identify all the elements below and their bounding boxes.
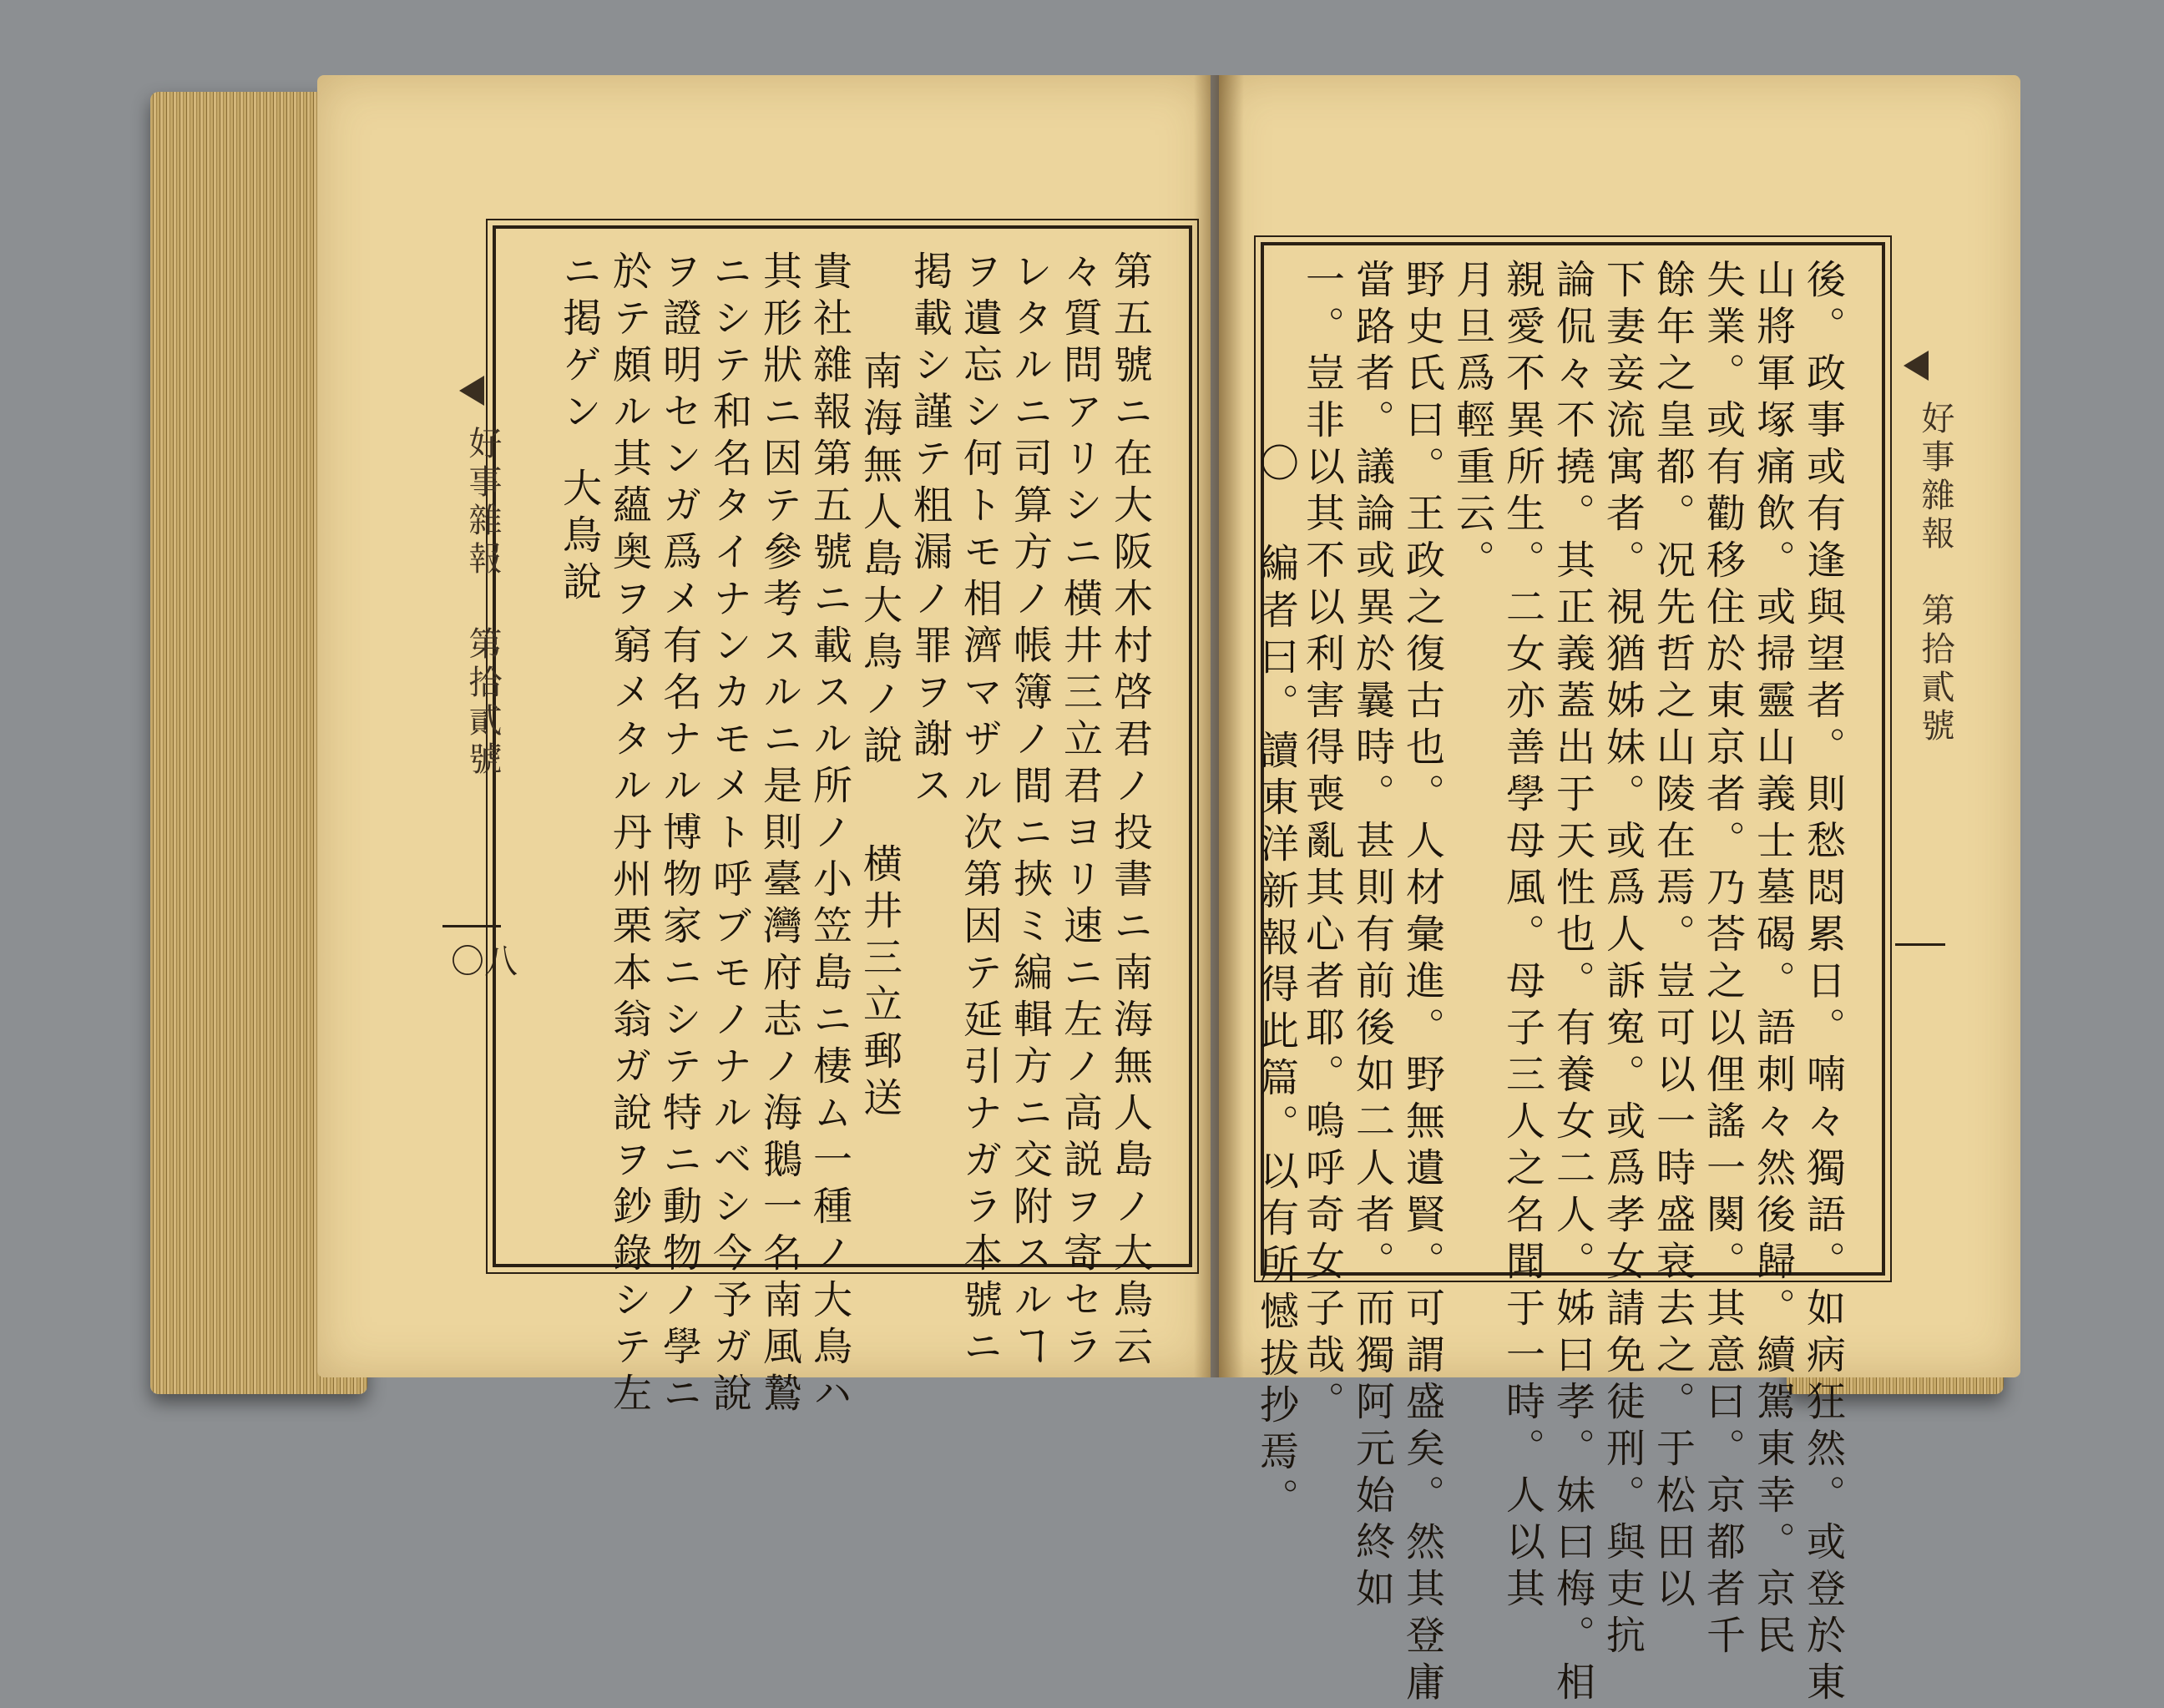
right-text-column: 當路者。議論或異於曩時。甚則有前後如二人者。而獨阿元始終如 bbox=[1349, 259, 1395, 1615]
left-header-issue: 第拾貳號 bbox=[463, 626, 502, 780]
right-text-column: 失業。或有勸移住於東京者。乃荅之以俚謠一闋。其意曰。京都者千 bbox=[1700, 259, 1746, 1661]
right-separator-mark: 〇 bbox=[1253, 442, 1299, 489]
right-text-column: 親愛不異所生。二女亦善學母風。母子三人之名聞于一時。人以其 bbox=[1499, 259, 1545, 1615]
right-text-column: 月旦爲輕重云。 bbox=[1449, 259, 1495, 586]
right-text-column: 後。政事或有逢與望者。則愁悶累日。喃々獨語。如病狂然。或登於東 bbox=[1800, 259, 1846, 1708]
left-text-column: 於テ頗ル其蘊奥ヲ窮メタル丹州栗本翁ガ說ヲ鈔錄シテ左 bbox=[606, 250, 652, 1419]
left-text-column: 々質問アリシニ横井三立君ヨリ速ニ左ノ高説ヲ寄セラ bbox=[1057, 250, 1103, 1372]
book-gutter bbox=[1194, 75, 1244, 1377]
left-text-column: ニシテ和名タイナンカモメト呼ブモノナルベシ今予ガ說 bbox=[706, 250, 752, 1419]
left-page bbox=[317, 75, 1211, 1419]
open-book bbox=[150, 58, 2004, 1708]
left-text-column: ヲ遺忘シ何トモ相濟マザル次第因テ延引ナガラ本號ニ bbox=[957, 250, 1003, 1372]
right-header-tab-icon bbox=[1904, 351, 1929, 381]
left-text-column: レタルニ司算方ノ帳簿ノ間ニ挾ミ編輯方ニ交附スルヿ bbox=[1007, 250, 1053, 1372]
left-text-column: 其形狀ニ因テ參考スルニ是則臺灣府志ノ海鵝一名南風鷙 bbox=[756, 250, 802, 1419]
right-text-column: 下妻妾流寓者。視猶姊妹。或爲人訴寃。或爲孝女請免徒刑。與吏抗 bbox=[1600, 259, 1646, 1661]
left-page-number: 〇八 bbox=[451, 942, 518, 981]
right-text-column: 一。豈非以其不以利害得喪亂其心者耶。嗚呼奇女子哉。 bbox=[1299, 259, 1345, 1428]
right-text-column: 山將軍塚痛飲。或掃靈山義士墓碣。語刺々然後歸。續駕東幸。京民 bbox=[1750, 259, 1796, 1661]
left-header-title: 好事雜報 bbox=[463, 426, 502, 579]
left-section-title: 南海無人島大鳥ノ說 bbox=[857, 351, 903, 771]
right-text-column: 編者曰。讀東洋新報得此篇。以有所憾拔抄焉。 bbox=[1253, 543, 1299, 1524]
right-header-issue: 第拾貳號 bbox=[1916, 593, 1954, 746]
left-text-column: ニ掲ゲン bbox=[556, 250, 602, 437]
left-text-column: 貴社雜報第五號ニ載スル所ノ小笠島ニ棲ム一種ノ大鳥ハ bbox=[806, 250, 852, 1419]
left-subsection-title: 大鳥說 bbox=[556, 467, 602, 608]
left-page-number-rule bbox=[442, 925, 501, 927]
left-author-line: 横井三立郵送 bbox=[857, 843, 903, 1124]
left-text-column: 掲載シ謹テ粗漏ノ罪ヲ謝ス bbox=[907, 250, 953, 811]
left-text-column: ヲ證明センガ爲メ有名ナル博物家ニシテ特ニ動物ノ學ニ bbox=[656, 250, 702, 1419]
right-page bbox=[1219, 75, 2020, 1708]
left-text-column: 第五號ニ在大阪木村啓君ノ投書ニ南海無人島ノ大鳥云 bbox=[1107, 250, 1153, 1372]
right-page-number-rule bbox=[1895, 943, 1945, 946]
right-text-column: 野史氏曰。王政之復古也。人材彙進。野無遺賢。可謂盛矣。然其登庸 bbox=[1399, 259, 1445, 1708]
right-text-column: 餘年之皇都。况先哲之山陵在焉。豈可以一時盛衰去之。于松田以 bbox=[1650, 259, 1696, 1615]
right-text-column: 論侃々不撓。其正義蓋出于天性也。有養女二人。姊曰孝。妹曰梅。相 bbox=[1550, 259, 1595, 1708]
right-header-title: 好事雜報 bbox=[1916, 401, 1954, 554]
left-header-tab-icon bbox=[459, 376, 484, 406]
